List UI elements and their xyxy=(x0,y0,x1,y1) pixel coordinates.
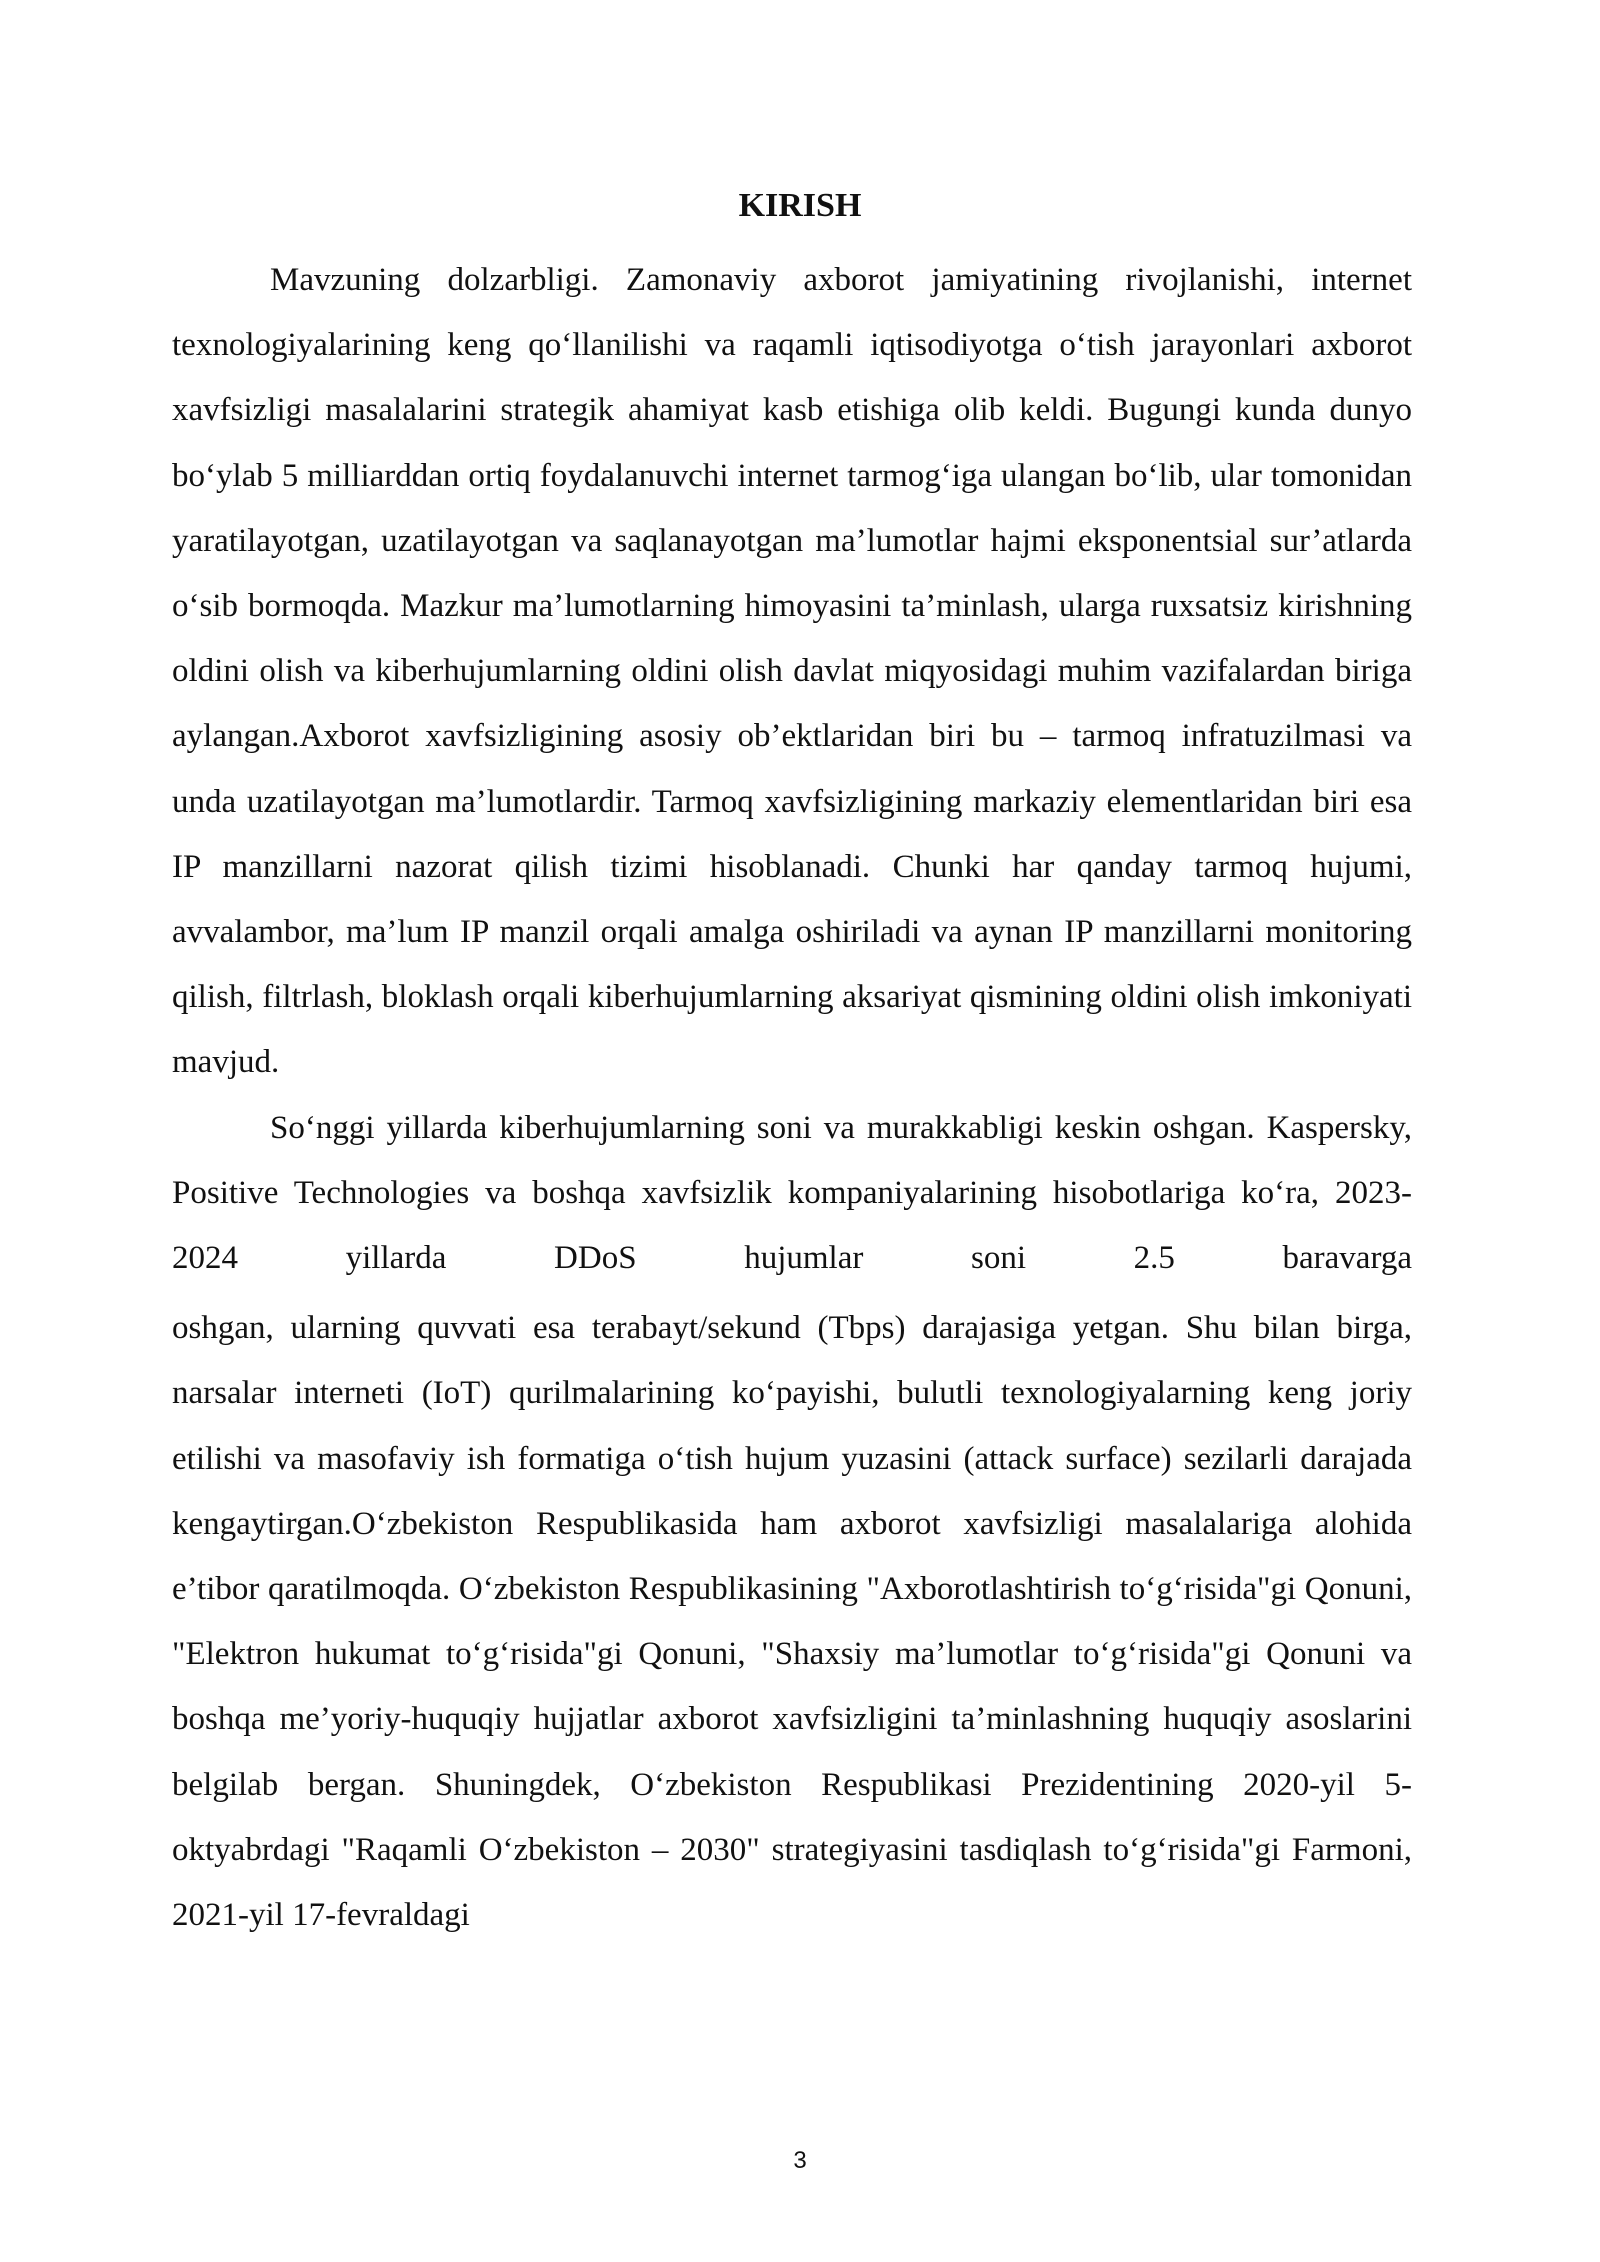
paragraph-relevance: Mavzuning dolzarbligi. Zamonaviy axborot jamiyatining rivojlanishi, internet texnologiyalarining keng qo‘llanilishi va raqamli iqtisodiyotga o‘tish jarayonlari axborot xavfsizligi masalalarini strategik ahamiyat kasb etishiga olib keldi. Bugungi kunda dunyo bo‘ylab 5 milliarddan ortiq foydalanuvchi internet tarmog‘iga ulangan bo‘lib, ular tomonidan yaratilayotgan, uzatilayotgan va saqlanayotgan ma’lumotlar hajmi eksponentsial sur’atlarda o‘sib bormoqda. Mazkur ma’lumotlarning himoyasini ta’minlash, ularga ruxsatsiz kirishning oldini olish va kiberhujumlarning oldini olish davlat miqyosidagi muhim vazifalardan biriga aylangan.Axborot xavfsizligining asosiy ob’ektlaridan biri bu – tarmoq infratuzilmasi va unda uzatilayotgan ma’lumotlardir. Tarmoq xavfsizligining markaziy elementlaridan biri esa IP manzillarni nazorat qilish tizimi hisoblanadi. Chunki har qanday tarmoq hujumi, avvalambor, ma’lum IP manzil orqali amalga oshiriladi va aynan IP manzillarni monitoring qilish, filtrlash, bloklash orqali kiberhujumlarning aksariyat qismining oldini olish imkoniyati mavjud. xyxy=(172,262,1412,1081)
section-title: KIRISH xyxy=(738,187,862,224)
paragraph-cyberattacks: So‘nggi yillarda kiberhujumlarning soni va murakkabligi keskin oshgan. Kaspersky, Positive Technologies va boshqa xavfsizlik kompaniyalarining hisobotlariga ko‘ra, 2023-2024 yillarda DDoS hujumlar soni 2.5 baravarga xyxy=(172,1109,1412,1277)
body-text xyxy=(172,248,1412,1948)
page-number: 3 xyxy=(793,2147,807,2174)
paragraph-legal-basis: oshgan, ularning quvvati esa terabayt/sekund (Tbps) darajasiga yetgan. Shu bilan birga, narsalar interneti (IoT) qurilmalarining ko‘payishi, bulutli texnologiyalarning keng joriy etilishi va masofaviy ish formatiga o‘tish hujum yuzasini (attack surface) sezilarli darajada kengaytirgan.O‘zbekiston Respublikasida ham axborot xavfsizligi masalalariga alohida e’tibor qaratilmoqda. O‘zbekiston Respublikasining "Axborotlashtirish to‘g‘risida"gi Qonuni, "Elektron hukumat to‘g‘risida"gi Qonuni, "Shaxsiy ma’lumotlar to‘g‘risida"gi Qonuni va boshqa me’yoriy-huquqiy hujjatlar axborot xavfsizligini ta’minlashning huquqiy asoslarini belgilab bergan. Shuningdek, O‘zbekiston Respublikasi Prezidentining 2020-yil 5-oktyabrdagi "Raqamli O‘zbekiston – 2030" strategiyasini tasdiqlash to‘g‘risida"gi Farmoni, 2021-yil 17-fevraldagi xyxy=(172,1310,1412,1934)
